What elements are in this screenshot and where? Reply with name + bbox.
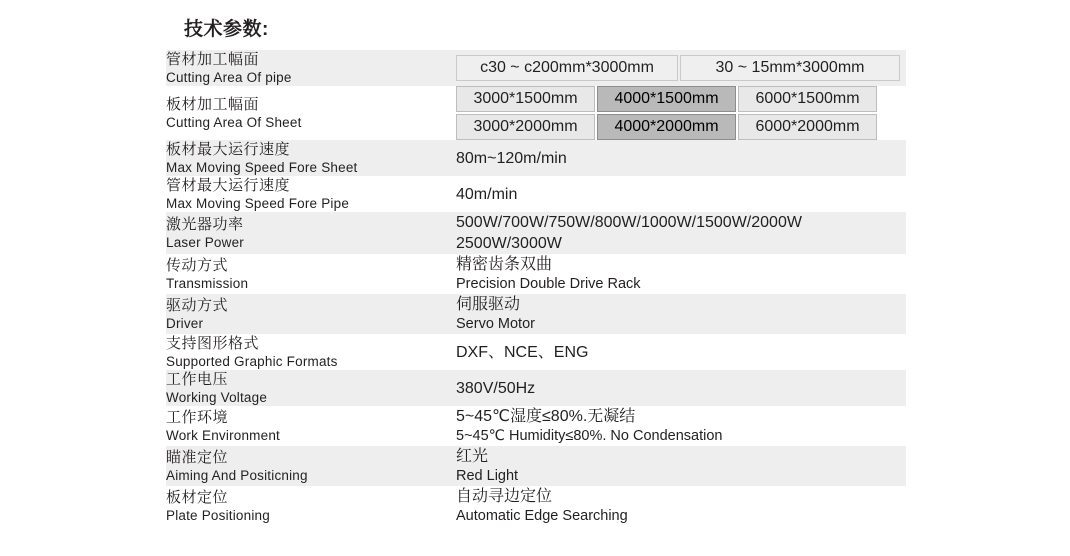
row-label-cn: 工作环境 [166, 409, 229, 426]
row-label-cn: 传动方式 [166, 257, 229, 274]
row-value-line-en: Servo Motor [456, 316, 535, 332]
row-value [456, 86, 906, 140]
row-label-en: Laser Power [166, 235, 244, 250]
table-row [166, 254, 906, 294]
row-label [166, 140, 456, 176]
row-label-en: Cutting Area Of Sheet [166, 115, 302, 130]
row-value-line: 40m/min [456, 185, 518, 203]
row-label [166, 370, 456, 406]
row-label [166, 212, 456, 254]
row-value-line: 80m~120m/min [456, 149, 567, 167]
table-row [166, 50, 906, 86]
row-value-line-en: Red Light [456, 468, 519, 484]
row-label-en: Transmission [166, 276, 249, 291]
option-chip[interactable]: 3000*1500mm [456, 86, 595, 112]
table-row [166, 140, 906, 176]
row-label-en: Max Moving Speed Fore Pipe [166, 196, 350, 211]
row-value [456, 294, 906, 334]
row-label-en: Driver [166, 316, 204, 331]
option-chip[interactable]: 30 ~ 15mm*3000mm [680, 55, 900, 81]
table-row [166, 294, 906, 334]
row-label-cn: 驱动方式 [166, 297, 229, 314]
row-label [166, 486, 456, 526]
option-group [456, 86, 906, 112]
table-row [166, 446, 906, 486]
row-value [456, 212, 906, 254]
row-value-line-cn: 精密齿条双曲 [456, 256, 553, 273]
row-label [166, 50, 456, 86]
row-value-line: 500W/700W/750W/800W/1000W/1500W/2000W [456, 214, 802, 231]
row-label-en: Working Voltage [166, 390, 268, 405]
option-chip[interactable]: 6000*1500mm [738, 86, 877, 112]
row-label-cn: 工作电压 [166, 371, 229, 388]
row-value [456, 370, 906, 406]
row-value [456, 334, 906, 370]
row-value-line: DXF、NCE、ENG [456, 343, 589, 361]
row-value-line-en: Precision Double Drive Rack [456, 276, 641, 292]
row-value-line-cn: 伺服驱动 [456, 296, 521, 313]
row-label [166, 254, 456, 294]
row-label [166, 334, 456, 370]
row-value-line-cn: 自动寻边定位 [456, 488, 553, 505]
row-label [166, 406, 456, 446]
row-label-cn: 板材加工幅面 [166, 96, 260, 113]
row-value [456, 254, 906, 294]
option-chip[interactable]: c30 ~ c200mm*3000mm [456, 55, 678, 81]
row-label-cn: 板材最大运行速度 [166, 141, 291, 158]
row-label-cn: 瞄准定位 [166, 449, 229, 466]
row-value [456, 176, 906, 212]
option-chip-selected[interactable]: 4000*2000mm [597, 114, 736, 140]
row-label-cn: 管材加工幅面 [166, 51, 260, 68]
option-chip-selected[interactable]: 4000*1500mm [597, 86, 736, 112]
row-label [166, 86, 456, 140]
option-chip[interactable]: 6000*2000mm [738, 114, 877, 140]
page-title: 技术参数: [184, 19, 269, 40]
table-row [166, 486, 906, 526]
row-label-en: Aiming And Positicning [166, 468, 308, 483]
row-value-line-en: Automatic Edge Searching [456, 508, 628, 524]
specifications-table [166, 50, 906, 526]
row-label-en: Max Moving Speed Fore Sheet [166, 160, 358, 175]
row-value [456, 486, 906, 526]
option-group [456, 55, 906, 81]
row-label-en: Work Environment [166, 428, 280, 443]
row-label-en: Supported Graphic Formats [166, 354, 338, 369]
table-row [166, 86, 906, 140]
row-label [166, 446, 456, 486]
table-row [166, 370, 906, 406]
option-group [456, 114, 906, 140]
row-label-en: Plate Positioning [166, 508, 270, 523]
table-row [166, 334, 906, 370]
row-value-line-cn: 5~45℃湿度≤80%.无凝结 [456, 408, 636, 425]
row-label-cn: 板材定位 [166, 489, 229, 506]
row-value [456, 50, 906, 86]
row-value [456, 140, 906, 176]
row-label-en: Cutting Area Of pipe [166, 70, 292, 85]
row-value-line: 2500W/3000W [456, 235, 562, 252]
row-label-cn: 激光器功率 [166, 216, 244, 233]
row-value [456, 446, 906, 486]
row-label [166, 176, 456, 212]
row-value-line: 380V/50Hz [456, 379, 536, 397]
row-label-cn: 管材最大运行速度 [166, 177, 291, 194]
row-label [166, 294, 456, 334]
row-value [456, 406, 906, 446]
table-row [166, 212, 906, 254]
option-chip[interactable]: 3000*2000mm [456, 114, 595, 140]
table-row [166, 406, 906, 446]
table-row [166, 176, 906, 212]
row-value-line-en: 5~45℃ Humidity≤80%. No Condensation [456, 428, 723, 444]
row-label-cn: 支持图形格式 [166, 335, 260, 352]
row-value-line-cn: 红光 [456, 448, 489, 465]
